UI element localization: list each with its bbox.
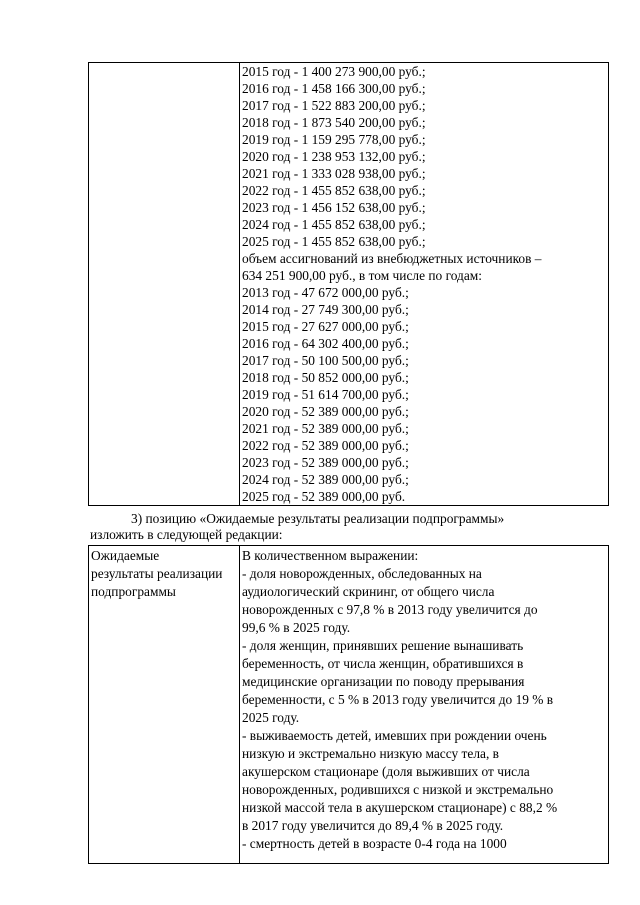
results-text-line: аудиологический скрининг, от общего числа [242, 584, 495, 599]
results-table [88, 545, 609, 864]
results-text-line: - смертность детей в возрасте 0-4 года на 1000 [242, 836, 507, 851]
results-table-value-cell [240, 546, 609, 864]
results-text-line: В количественном выражении: [242, 548, 419, 563]
funding-table-label-cell [89, 63, 240, 506]
funding-line: 634 251 900,00 руб., в том числе по годам: [242, 268, 482, 283]
results-label-line: Ожидаемые [91, 548, 160, 563]
amendment-paragraph-line: изложить в следующей редакции: [90, 527, 283, 542]
funding-line: 2017 год - 50 100 500,00 руб.; [242, 353, 409, 368]
funding-line: 2014 год - 27 749 300,00 руб.; [242, 302, 409, 317]
funding-line: объем ассигнований из внебюджетных источников – [242, 251, 542, 266]
funding-line: 2018 год - 50 852 000,00 руб.; [242, 370, 409, 385]
funding-line: 2019 год - 51 614 700,00 руб.; [242, 387, 409, 402]
amendment-paragraph-line: 3) позицию «Ожидаемые результаты реализации подпрограммы» [131, 511, 505, 526]
results-text-line: - доля женщин, принявших решение вынашивать [242, 638, 524, 653]
funding-line: 2024 год - 52 389 000,00 руб.; [242, 472, 409, 487]
results-table-label-cell [89, 546, 240, 864]
funding-line: 2022 год - 52 389 000,00 руб.; [242, 438, 409, 453]
funding-line: 2021 год - 52 389 000,00 руб.; [242, 421, 409, 436]
funding-line: 2021 год - 1 333 028 938,00 руб.; [242, 166, 426, 181]
results-text-line: новорожденных с 97,8 % в 2013 году увеличится до [242, 602, 538, 617]
results-text-line: новорожденных, родившихся с низкой и экстремально [242, 782, 554, 797]
funding-line: 2025 год - 1 455 852 638,00 руб.; [242, 234, 426, 249]
funding-table [88, 62, 609, 506]
results-text-line: низкой массой тела в акушерском стационаре) с 88,2 % [242, 800, 558, 815]
funding-line: 2015 год - 1 400 273 900,00 руб.; [242, 64, 426, 79]
results-text-line: 2025 году. [242, 710, 300, 725]
funding-line: 2025 год - 52 389 000,00 руб. [242, 489, 406, 504]
funding-line: 2013 год - 47 672 000,00 руб.; [242, 285, 409, 300]
results-text-line: акушерском стационаре (доля выживших от числа [242, 764, 530, 779]
funding-line: 2022 год - 1 455 852 638,00 руб.; [242, 183, 426, 198]
funding-line: 2019 год - 1 159 295 778,00 руб.; [242, 132, 426, 147]
results-text-line: беременности, с 5 % в 2013 году увеличится до 19 % в [242, 692, 554, 707]
results-text-line: - выживаемость детей, имевших при рождении очень [242, 728, 547, 743]
funding-line: 2016 год - 1 458 166 300,00 руб.; [242, 81, 426, 96]
funding-line: 2024 год - 1 455 852 638,00 руб.; [242, 217, 426, 232]
funding-line: 2020 год - 52 389 000,00 руб.; [242, 404, 409, 419]
amendment-paragraph [90, 511, 610, 543]
results-text-line: медицинские организации по поводу прерывания [242, 674, 525, 689]
results-label-line: подпрограммы [91, 584, 176, 599]
results-text-line: 99,6 % в 2025 году. [242, 620, 351, 635]
funding-line: 2020 год - 1 238 953 132,00 руб.; [242, 149, 426, 164]
results-text-line: - доля новорожденных, обследованных на [242, 566, 482, 581]
funding-line: 2016 год - 64 302 400,00 руб.; [242, 336, 409, 351]
funding-line: 2023 год - 52 389 000,00 руб.; [242, 455, 409, 470]
funding-table-value-cell [240, 63, 609, 506]
results-text-line: низкую и экстремально низкую массу тела, в [242, 746, 499, 761]
results-text-line: в 2017 году увеличится до 89,4 % в 2025 году. [242, 818, 504, 833]
funding-line: 2018 год - 1 873 540 200,00 руб.; [242, 115, 426, 130]
funding-line: 2017 год - 1 522 883 200,00 руб.; [242, 98, 426, 113]
results-label-line: результаты реализации [91, 566, 223, 581]
results-text-line: беременность, от числа женщин, обратившихся в [242, 656, 524, 671]
funding-line: 2023 год - 1 456 152 638,00 руб.; [242, 200, 426, 215]
funding-line: 2015 год - 27 627 000,00 руб.; [242, 319, 409, 334]
